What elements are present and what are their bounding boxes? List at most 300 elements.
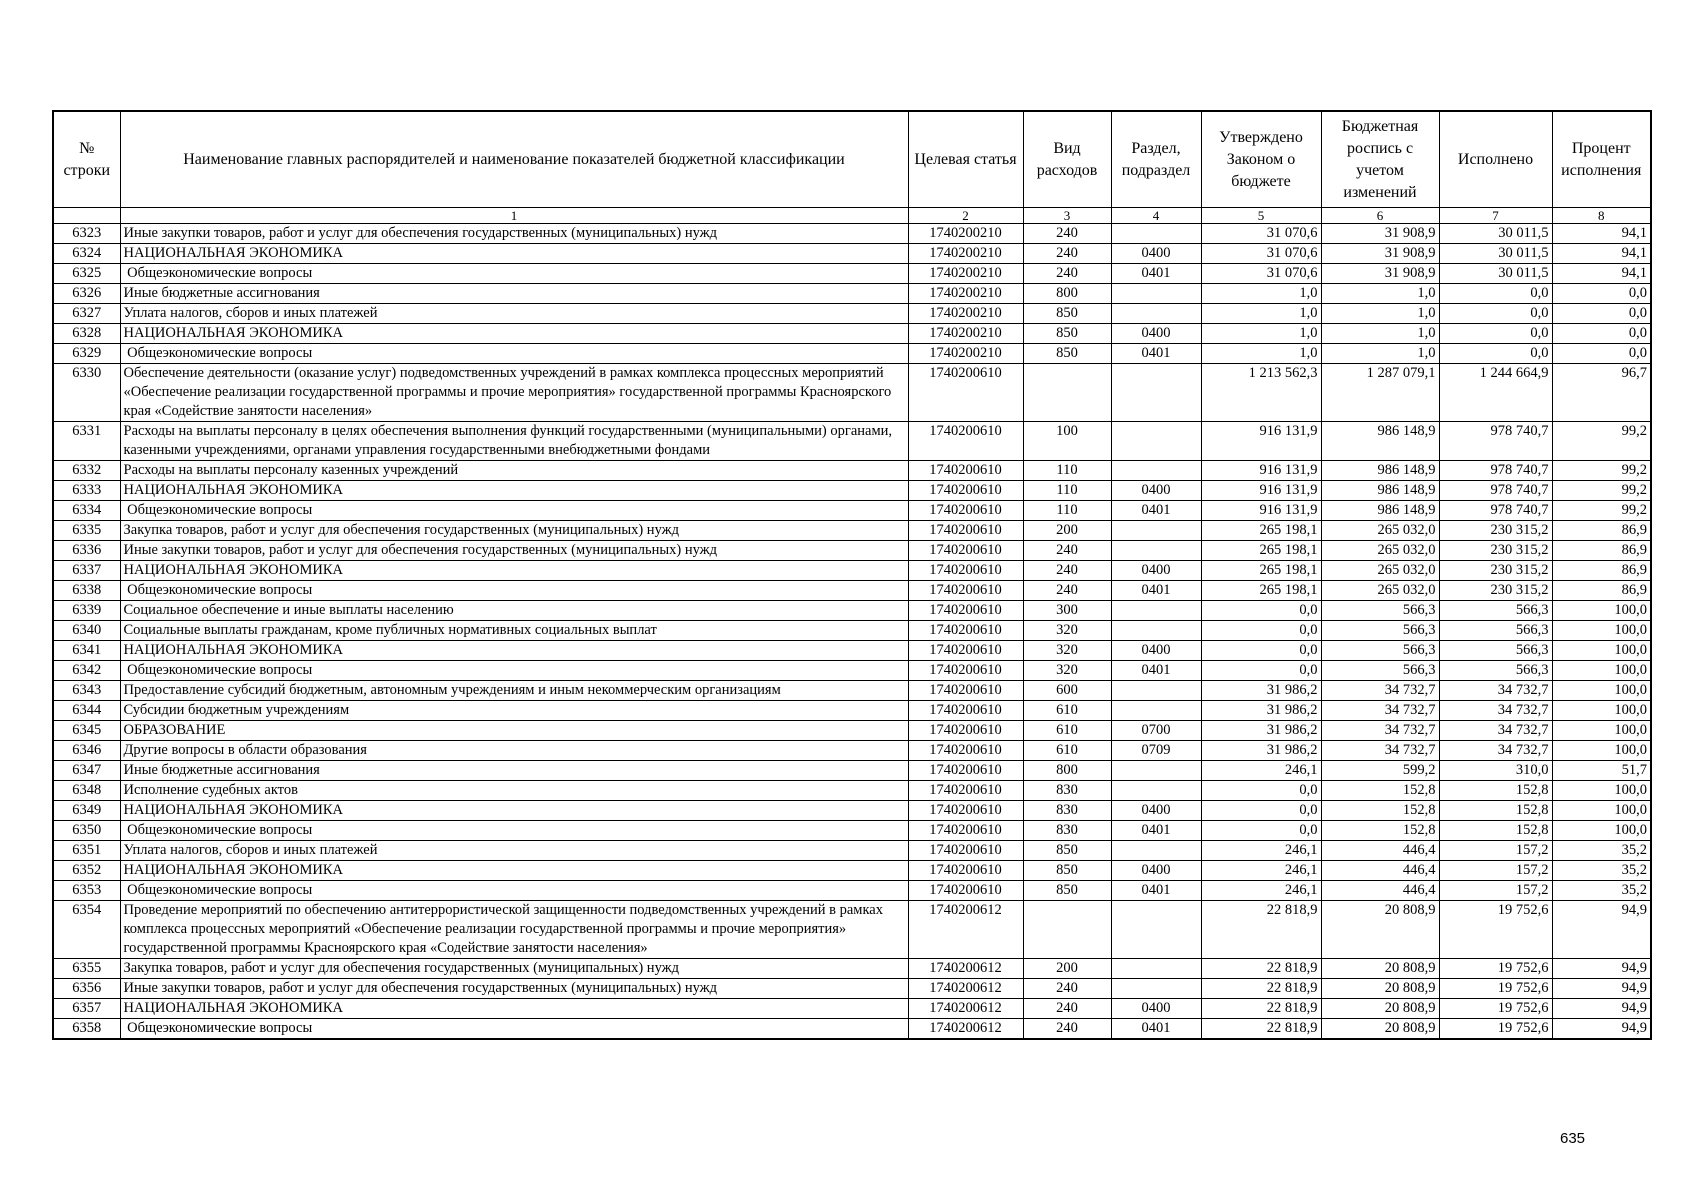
executed-cell: 0,0: [1439, 304, 1552, 324]
target-article-cell: 1740200610: [908, 801, 1023, 821]
budget-schedule-cell: 265 032,0: [1321, 521, 1439, 541]
table-row: [53, 481, 1651, 501]
row-number-cell: 6353: [53, 881, 120, 901]
table-row: [53, 461, 1651, 481]
row-number-cell: 6337: [53, 561, 120, 581]
column-number: 6: [1321, 208, 1439, 224]
budget-schedule-cell: 34 732,7: [1321, 681, 1439, 701]
budget-schedule-cell: 599,2: [1321, 761, 1439, 781]
percent-cell: 51,7: [1552, 761, 1651, 781]
row-number-cell: 6328: [53, 324, 120, 344]
budget-schedule-cell: 1,0: [1321, 284, 1439, 304]
budget-schedule-cell: 566,3: [1321, 601, 1439, 621]
section-cell: [1111, 284, 1201, 304]
target-article-cell: 1740200610: [908, 621, 1023, 641]
budget-schedule-cell: 1,0: [1321, 304, 1439, 324]
budget-schedule-cell: 446,4: [1321, 881, 1439, 901]
budget-schedule-cell: 1,0: [1321, 344, 1439, 364]
percent-cell: 86,9: [1552, 581, 1651, 601]
executed-cell: 230 315,2: [1439, 541, 1552, 561]
percent-cell: 96,7: [1552, 364, 1651, 422]
section-cell: [1111, 541, 1201, 561]
target-article-cell: 1740200610: [908, 521, 1023, 541]
executed-cell: 19 752,6: [1439, 999, 1552, 1019]
percent-cell: 0,0: [1552, 284, 1651, 304]
header-percent: Процент исполнения: [1552, 111, 1651, 208]
table-row: [53, 1019, 1651, 1040]
budget-schedule-cell: 34 732,7: [1321, 701, 1439, 721]
approved-cell: 0,0: [1201, 601, 1321, 621]
row-number-cell: 6332: [53, 461, 120, 481]
section-cell: [1111, 521, 1201, 541]
expense-type-cell: 800: [1023, 284, 1111, 304]
row-number-cell: 6333: [53, 481, 120, 501]
approved-cell: 265 198,1: [1201, 561, 1321, 581]
expense-type-cell: 240: [1023, 581, 1111, 601]
budget-schedule-cell: 566,3: [1321, 641, 1439, 661]
name-cell: Иные закупки товаров, работ и услуг для обеспечения государственных (муниципальных) нужд: [120, 979, 908, 999]
budget-schedule-cell: 20 808,9: [1321, 979, 1439, 999]
column-number: 3: [1023, 208, 1111, 224]
budget-schedule-cell: 152,8: [1321, 801, 1439, 821]
approved-cell: 31 986,2: [1201, 701, 1321, 721]
approved-cell: 265 198,1: [1201, 581, 1321, 601]
executed-cell: 34 732,7: [1439, 681, 1552, 701]
percent-cell: 35,2: [1552, 881, 1651, 901]
approved-cell: 22 818,9: [1201, 1019, 1321, 1040]
table-row: [53, 841, 1651, 861]
table-row: [53, 304, 1651, 324]
table-row: [53, 959, 1651, 979]
executed-cell: 310,0: [1439, 761, 1552, 781]
expense-type-cell: [1023, 364, 1111, 422]
budget-schedule-cell: 31 908,9: [1321, 264, 1439, 284]
section-cell: [1111, 621, 1201, 641]
expense-type-cell: 320: [1023, 621, 1111, 641]
column-number-blank: [53, 208, 120, 224]
expense-type-cell: 110: [1023, 461, 1111, 481]
name-cell: Иные бюджетные ассигнования: [120, 284, 908, 304]
percent-cell: 94,9: [1552, 979, 1651, 999]
section-cell: 0700: [1111, 721, 1201, 741]
name-cell: Иные закупки товаров, работ и услуг для обеспечения государственных (муниципальных) нужд: [120, 541, 908, 561]
percent-cell: 86,9: [1552, 561, 1651, 581]
budget-schedule-cell: 31 908,9: [1321, 224, 1439, 244]
table-row: [53, 621, 1651, 641]
section-cell: [1111, 304, 1201, 324]
row-number-cell: 6338: [53, 581, 120, 601]
approved-cell: 31 986,2: [1201, 721, 1321, 741]
section-cell: [1111, 224, 1201, 244]
expense-type-cell: 240: [1023, 1019, 1111, 1040]
page-number: 635: [1560, 1130, 1586, 1147]
section-cell: 0401: [1111, 821, 1201, 841]
name-cell: Социальное обеспечение и иные выплаты населению: [120, 601, 908, 621]
table-row: [53, 701, 1651, 721]
expense-type-cell: 240: [1023, 224, 1111, 244]
row-number-cell: 6325: [53, 264, 120, 284]
executed-cell: 566,3: [1439, 641, 1552, 661]
column-number-row: [53, 208, 1651, 224]
percent-cell: 100,0: [1552, 601, 1651, 621]
expense-type-cell: 240: [1023, 561, 1111, 581]
approved-cell: 916 131,9: [1201, 481, 1321, 501]
row-number-cell: 6350: [53, 821, 120, 841]
table-row: [53, 244, 1651, 264]
column-number: 7: [1439, 208, 1552, 224]
header-budget-schedule: Бюджетная роспись с учетом изменений: [1321, 111, 1439, 208]
section-cell: [1111, 781, 1201, 801]
section-cell: 0400: [1111, 561, 1201, 581]
table-row: [53, 641, 1651, 661]
table-body: [53, 224, 1651, 1040]
table-row: [53, 581, 1651, 601]
row-number-cell: 6343: [53, 681, 120, 701]
approved-cell: 0,0: [1201, 781, 1321, 801]
section-cell: [1111, 681, 1201, 701]
percent-cell: 94,1: [1552, 224, 1651, 244]
executed-cell: 34 732,7: [1439, 741, 1552, 761]
approved-cell: 265 198,1: [1201, 541, 1321, 561]
table-row: [53, 821, 1651, 841]
expense-type-cell: 600: [1023, 681, 1111, 701]
row-number-cell: 6330: [53, 364, 120, 422]
percent-cell: 100,0: [1552, 661, 1651, 681]
executed-cell: 30 011,5: [1439, 244, 1552, 264]
section-cell: [1111, 959, 1201, 979]
approved-cell: 1,0: [1201, 304, 1321, 324]
budget-schedule-cell: 265 032,0: [1321, 561, 1439, 581]
executed-cell: 34 732,7: [1439, 721, 1552, 741]
row-number-cell: 6358: [53, 1019, 120, 1040]
approved-cell: 246,1: [1201, 861, 1321, 881]
name-cell: НАЦИОНАЛЬНАЯ ЭКОНОМИКА: [120, 861, 908, 881]
section-cell: 0401: [1111, 661, 1201, 681]
executed-cell: 230 315,2: [1439, 581, 1552, 601]
name-cell: НАЦИОНАЛЬНАЯ ЭКОНОМИКА: [120, 561, 908, 581]
row-number-cell: 6327: [53, 304, 120, 324]
expense-type-cell: 610: [1023, 721, 1111, 741]
percent-cell: 99,2: [1552, 501, 1651, 521]
expense-type-cell: 110: [1023, 501, 1111, 521]
expense-type-cell: 320: [1023, 661, 1111, 681]
row-number-cell: 6326: [53, 284, 120, 304]
row-number-cell: 6334: [53, 501, 120, 521]
name-cell: Иные бюджетные ассигнования: [120, 761, 908, 781]
name-cell: Общеэкономические вопросы: [120, 344, 908, 364]
target-article-cell: 1740200610: [908, 861, 1023, 881]
budget-schedule-cell: 566,3: [1321, 621, 1439, 641]
name-cell: Социальные выплаты гражданам, кроме публичных нормативных социальных выплат: [120, 621, 908, 641]
budget-schedule-cell: 986 148,9: [1321, 501, 1439, 521]
name-cell: НАЦИОНАЛЬНАЯ ЭКОНОМИКА: [120, 244, 908, 264]
section-cell: 0400: [1111, 861, 1201, 881]
name-cell: Проведение мероприятий по обеспечению антитеррористической защищенности подведомственных учреждений в рамках комплекса процессных мероприятий «Обеспечение реализации государственной программы и прочие мероприятия» государственной программы Красноярского края «Содействие занятости населения»: [120, 901, 908, 959]
section-cell: [1111, 979, 1201, 999]
budget-schedule-cell: 265 032,0: [1321, 541, 1439, 561]
name-cell: Другие вопросы в области образования: [120, 741, 908, 761]
column-number: 4: [1111, 208, 1201, 224]
percent-cell: 100,0: [1552, 741, 1651, 761]
table-row: [53, 741, 1651, 761]
percent-cell: 100,0: [1552, 721, 1651, 741]
name-cell: НАЦИОНАЛЬНАЯ ЭКОНОМИКА: [120, 481, 908, 501]
approved-cell: 916 131,9: [1201, 422, 1321, 461]
name-cell: Уплата налогов, сборов и иных платежей: [120, 841, 908, 861]
expense-type-cell: 830: [1023, 801, 1111, 821]
row-number-cell: 6351: [53, 841, 120, 861]
executed-cell: 1 244 664,9: [1439, 364, 1552, 422]
header-name: Наименование главных распорядителей и наименование показателей бюджетной классификации: [120, 111, 908, 208]
target-article-cell: 1740200610: [908, 561, 1023, 581]
approved-cell: 1 213 562,3: [1201, 364, 1321, 422]
executed-cell: 230 315,2: [1439, 561, 1552, 581]
approved-cell: 0,0: [1201, 661, 1321, 681]
percent-cell: 99,2: [1552, 422, 1651, 461]
table-row: [53, 761, 1651, 781]
section-cell: [1111, 701, 1201, 721]
expense-type-cell: 850: [1023, 841, 1111, 861]
name-cell: НАЦИОНАЛЬНАЯ ЭКОНОМИКА: [120, 999, 908, 1019]
target-article-cell: 1740200610: [908, 581, 1023, 601]
executed-cell: 34 732,7: [1439, 701, 1552, 721]
header-section: Раздел, подраздел: [1111, 111, 1201, 208]
target-article-cell: 1740200610: [908, 661, 1023, 681]
target-article-cell: 1740200610: [908, 841, 1023, 861]
percent-cell: 100,0: [1552, 801, 1651, 821]
table-row: [53, 264, 1651, 284]
approved-cell: 0,0: [1201, 641, 1321, 661]
row-number-cell: 6331: [53, 422, 120, 461]
name-cell: Предоставление субсидий бюджетным, автономным учреждениям и иным некоммерческим организациям: [120, 681, 908, 701]
expense-type-cell: 320: [1023, 641, 1111, 661]
executed-cell: 978 740,7: [1439, 422, 1552, 461]
approved-cell: 31 070,6: [1201, 244, 1321, 264]
budget-schedule-cell: 20 808,9: [1321, 999, 1439, 1019]
approved-cell: 916 131,9: [1201, 501, 1321, 521]
percent-cell: 35,2: [1552, 861, 1651, 881]
expense-type-cell: 300: [1023, 601, 1111, 621]
executed-cell: 978 740,7: [1439, 501, 1552, 521]
executed-cell: 566,3: [1439, 621, 1552, 641]
percent-cell: 100,0: [1552, 781, 1651, 801]
budget-schedule-cell: 152,8: [1321, 781, 1439, 801]
percent-cell: 86,9: [1552, 521, 1651, 541]
expense-type-cell: 200: [1023, 521, 1111, 541]
percent-cell: 0,0: [1552, 304, 1651, 324]
target-article-cell: 1740200610: [908, 461, 1023, 481]
approved-cell: 22 818,9: [1201, 959, 1321, 979]
executed-cell: 19 752,6: [1439, 959, 1552, 979]
section-cell: 0401: [1111, 501, 1201, 521]
table-row: [53, 364, 1651, 422]
expense-type-cell: 110: [1023, 481, 1111, 501]
row-number-cell: 6348: [53, 781, 120, 801]
section-cell: [1111, 364, 1201, 422]
table-row: [53, 901, 1651, 959]
executed-cell: 19 752,6: [1439, 979, 1552, 999]
budget-schedule-cell: 446,4: [1321, 861, 1439, 881]
percent-cell: 86,9: [1552, 541, 1651, 561]
name-cell: Закупка товаров, работ и услуг для обеспечения государственных (муниципальных) нужд: [120, 959, 908, 979]
percent-cell: 0,0: [1552, 324, 1651, 344]
percent-cell: 0,0: [1552, 344, 1651, 364]
executed-cell: 152,8: [1439, 801, 1552, 821]
percent-cell: 100,0: [1552, 821, 1651, 841]
approved-cell: 265 198,1: [1201, 521, 1321, 541]
approved-cell: 22 818,9: [1201, 999, 1321, 1019]
name-cell: ОБРАЗОВАНИЕ: [120, 721, 908, 741]
expense-type-cell: 850: [1023, 324, 1111, 344]
target-article-cell: 1740200610: [908, 881, 1023, 901]
name-cell: Общеэкономические вопросы: [120, 881, 908, 901]
name-cell: Уплата налогов, сборов и иных платежей: [120, 304, 908, 324]
section-cell: 0401: [1111, 264, 1201, 284]
approved-cell: 31 986,2: [1201, 681, 1321, 701]
name-cell: Расходы на выплаты персоналу в целях обеспечения выполнения функций государственными (муниципальными) органами, казенными учреждениями, органами управления государственными внебюджетными фондами: [120, 422, 908, 461]
approved-cell: 0,0: [1201, 621, 1321, 641]
table-row: [53, 501, 1651, 521]
budget-schedule-cell: 152,8: [1321, 821, 1439, 841]
target-article-cell: 1740200612: [908, 959, 1023, 979]
approved-cell: 246,1: [1201, 881, 1321, 901]
expense-type-cell: 200: [1023, 959, 1111, 979]
target-article-cell: 1740200610: [908, 761, 1023, 781]
table-row: [53, 561, 1651, 581]
executed-cell: 152,8: [1439, 821, 1552, 841]
executed-cell: 566,3: [1439, 601, 1552, 621]
expense-type-cell: 100: [1023, 422, 1111, 461]
approved-cell: 246,1: [1201, 841, 1321, 861]
header-approved: Утверждено Законом о бюджете: [1201, 111, 1321, 208]
row-number-cell: 6339: [53, 601, 120, 621]
budget-schedule-cell: 20 808,9: [1321, 1019, 1439, 1040]
table-row: [53, 801, 1651, 821]
row-number-cell: 6340: [53, 621, 120, 641]
section-cell: [1111, 422, 1201, 461]
target-article-cell: 1740200612: [908, 901, 1023, 959]
target-article-cell: 1740200610: [908, 681, 1023, 701]
section-cell: 0709: [1111, 741, 1201, 761]
table-row: [53, 422, 1651, 461]
target-article-cell: 1740200610: [908, 721, 1023, 741]
table-row: [53, 721, 1651, 741]
executed-cell: 30 011,5: [1439, 264, 1552, 284]
executed-cell: 230 315,2: [1439, 521, 1552, 541]
row-number-cell: 6341: [53, 641, 120, 661]
section-cell: [1111, 461, 1201, 481]
expense-type-cell: 240: [1023, 541, 1111, 561]
section-cell: [1111, 901, 1201, 959]
percent-cell: 94,9: [1552, 959, 1651, 979]
row-number-cell: 6357: [53, 999, 120, 1019]
approved-cell: 916 131,9: [1201, 461, 1321, 481]
row-number-cell: 6347: [53, 761, 120, 781]
approved-cell: 22 818,9: [1201, 901, 1321, 959]
table-row: [53, 861, 1651, 881]
approved-cell: 1,0: [1201, 284, 1321, 304]
name-cell: Субсидии бюджетным учреждениям: [120, 701, 908, 721]
target-article-cell: 1740200612: [908, 1019, 1023, 1040]
target-article-cell: 1740200210: [908, 284, 1023, 304]
executed-cell: 19 752,6: [1439, 1019, 1552, 1040]
percent-cell: 94,9: [1552, 1019, 1651, 1040]
table-row: [53, 284, 1651, 304]
approved-cell: 22 818,9: [1201, 979, 1321, 999]
percent-cell: 94,1: [1552, 244, 1651, 264]
budget-schedule-cell: 566,3: [1321, 661, 1439, 681]
percent-cell: 100,0: [1552, 701, 1651, 721]
row-number-cell: 6354: [53, 901, 120, 959]
percent-cell: 94,9: [1552, 901, 1651, 959]
budget-schedule-cell: 1,0: [1321, 324, 1439, 344]
section-cell: [1111, 841, 1201, 861]
table-row: [53, 661, 1651, 681]
table-row: [53, 344, 1651, 364]
column-number: 1: [120, 208, 908, 224]
executed-cell: 0,0: [1439, 324, 1552, 344]
target-article-cell: 1740200210: [908, 324, 1023, 344]
executed-cell: 0,0: [1439, 284, 1552, 304]
percent-cell: 94,9: [1552, 999, 1651, 1019]
target-article-cell: 1740200610: [908, 541, 1023, 561]
percent-cell: 99,2: [1552, 461, 1651, 481]
target-article-cell: 1740200210: [908, 344, 1023, 364]
target-article-cell: 1740200210: [908, 304, 1023, 324]
table-row: [53, 601, 1651, 621]
executed-cell: 157,2: [1439, 881, 1552, 901]
executed-cell: 30 011,5: [1439, 224, 1552, 244]
row-number-cell: 6346: [53, 741, 120, 761]
target-article-cell: 1740200610: [908, 422, 1023, 461]
budget-schedule-cell: 34 732,7: [1321, 741, 1439, 761]
name-cell: НАЦИОНАЛЬНАЯ ЭКОНОМИКА: [120, 801, 908, 821]
row-number-cell: 6355: [53, 959, 120, 979]
approved-cell: 246,1: [1201, 761, 1321, 781]
section-cell: 0401: [1111, 581, 1201, 601]
budget-schedule-cell: 31 908,9: [1321, 244, 1439, 264]
executed-cell: 0,0: [1439, 344, 1552, 364]
name-cell: Общеэкономические вопросы: [120, 581, 908, 601]
header-executed: Исполнено: [1439, 111, 1552, 208]
executed-cell: 157,2: [1439, 841, 1552, 861]
name-cell: Общеэкономические вопросы: [120, 821, 908, 841]
table-row: [53, 521, 1651, 541]
section-cell: 0401: [1111, 881, 1201, 901]
budget-schedule-cell: 20 808,9: [1321, 901, 1439, 959]
target-article-cell: 1740200610: [908, 481, 1023, 501]
name-cell: Обеспечение деятельности (оказание услуг) подведомственных учреждений в рамках комплекса процессных мероприятий «Обеспечение реализации государственной программы и прочие мероприятия» государственной программы Красноярского края «Содействие занятости населения»: [120, 364, 908, 422]
approved-cell: 31 070,6: [1201, 264, 1321, 284]
row-number-cell: 6352: [53, 861, 120, 881]
name-cell: НАЦИОНАЛЬНАЯ ЭКОНОМИКА: [120, 641, 908, 661]
target-article-cell: 1740200610: [908, 781, 1023, 801]
target-article-cell: 1740200610: [908, 821, 1023, 841]
table-row: [53, 999, 1651, 1019]
row-number-cell: 6344: [53, 701, 120, 721]
expense-type-cell: [1023, 901, 1111, 959]
row-number-cell: 6336: [53, 541, 120, 561]
column-number: 5: [1201, 208, 1321, 224]
budget-schedule-cell: 20 808,9: [1321, 959, 1439, 979]
table-header-row: [53, 111, 1651, 208]
expense-type-cell: 610: [1023, 741, 1111, 761]
expense-type-cell: 240: [1023, 244, 1111, 264]
percent-cell: 100,0: [1552, 641, 1651, 661]
table-row: [53, 324, 1651, 344]
name-cell: Расходы на выплаты персоналу казенных учреждений: [120, 461, 908, 481]
name-cell: Общеэкономические вопросы: [120, 1019, 908, 1040]
